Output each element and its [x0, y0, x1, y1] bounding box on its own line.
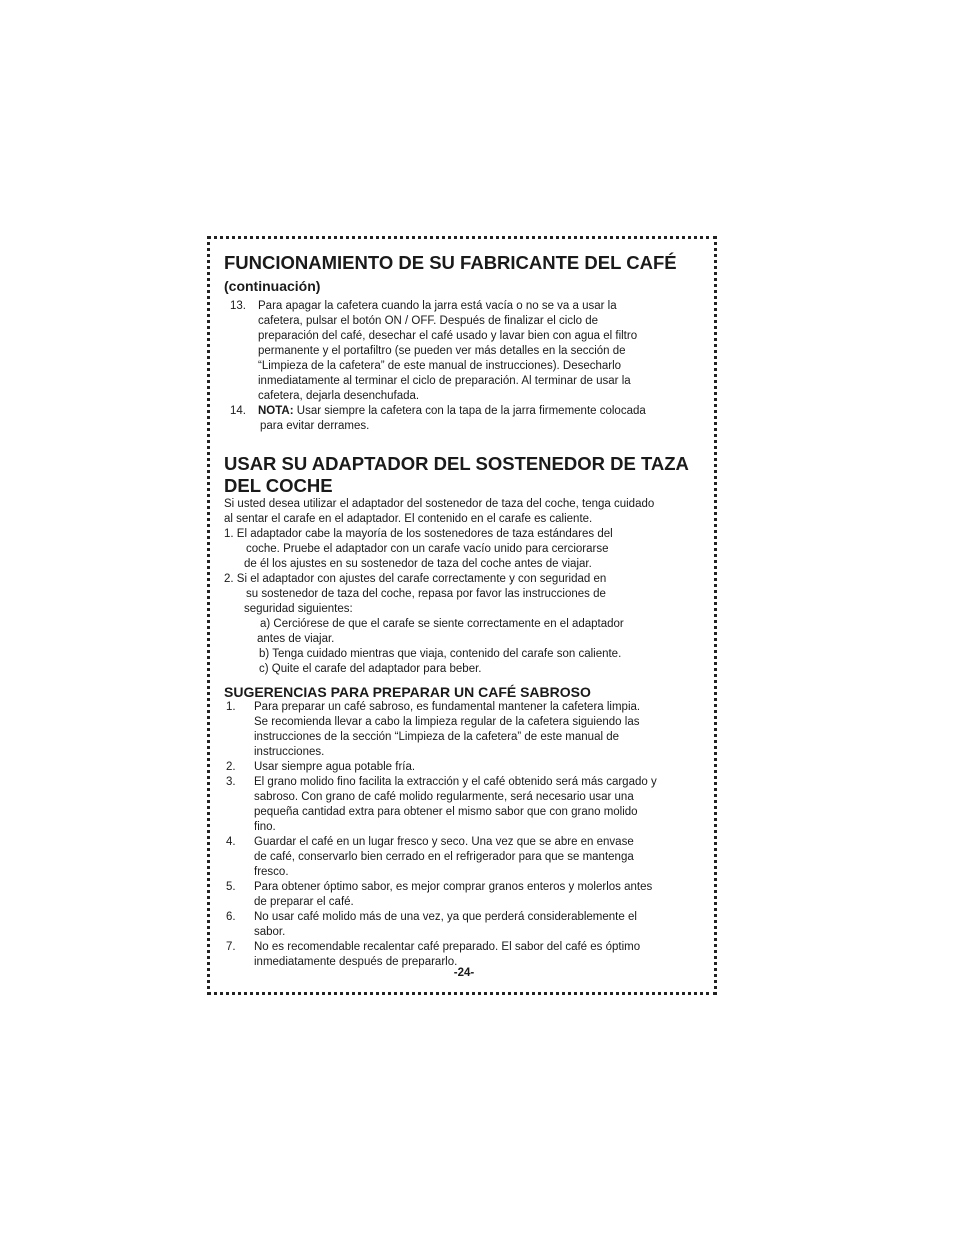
- item-line: cafetera, dejarla desenchufada.: [258, 390, 420, 402]
- note-label: NOTA:: [258, 405, 294, 417]
- item-line: No usar café molido más de una vez, ya que perderá considerablemente el: [254, 911, 637, 923]
- item-line: preparación del café, desechar el café usado y lavar bien con agua el filtro: [258, 330, 638, 342]
- item1-line: coche. Pruebe el adaptador con un carafe vacío unido para cerciorarse: [246, 543, 609, 555]
- item-line: Para obtener óptimo sabor, es mejor comprar granos enteros y molerlos antes: [254, 881, 653, 893]
- item-line: sabor.: [254, 926, 286, 938]
- item-number: 4.: [226, 836, 236, 848]
- item2-line: 2. Si el adaptador con ajustes del carafe correctamente y con seguridad en: [224, 573, 607, 585]
- note-text: Usar siempre la cafetera con la tapa de la jarra firmemente colocada: [293, 405, 646, 417]
- item-line: instrucciones.: [254, 746, 325, 758]
- item-line: inmediatamente al terminar el ciclo de preparación. Al terminar de usar la: [258, 375, 631, 387]
- list-item: [226, 700, 704, 760]
- item-line: [258, 404, 704, 419]
- title-line: DEL COCHE: [224, 475, 333, 496]
- item1-line: 1. El adaptador cabe la mayoría de los sostenedores de taza estándares del: [224, 528, 613, 540]
- intro-line: al sentar el carafe en el adaptador. El contenido en el carafe es caliente.: [224, 513, 593, 525]
- list-item: [226, 775, 704, 835]
- item-line: de preparar el café.: [254, 896, 354, 908]
- intro-line: Si usted desea utilizar el adaptador del sostenedor de taza del coche, tenga cuidado: [224, 498, 655, 510]
- section1-subtitle: (continuación): [224, 278, 321, 294]
- list-item-13: [230, 299, 704, 404]
- list-item-14: [230, 404, 704, 434]
- list-item: [226, 835, 704, 880]
- item-line: fino.: [254, 821, 276, 833]
- item-line: cafetera, pulsar el botón ON / OFF. Después de finalizar el ciclo de: [258, 315, 599, 327]
- section2-title: [224, 453, 704, 497]
- item-number: 6.: [226, 911, 236, 923]
- page-content: [224, 252, 704, 979]
- page-number: -24-: [453, 967, 475, 979]
- item-line: instrucciones de la sección “Limpieza de la cafetera” de este manual de: [254, 731, 620, 743]
- item-line: fresco.: [254, 866, 289, 878]
- item-line: Usar siempre agua potable fría.: [254, 761, 416, 773]
- item2-line: su sostenedor de taza del coche, repasa por favor las instrucciones de: [246, 588, 606, 600]
- item-number: 2.: [226, 761, 236, 773]
- item-line: El grano molido fino facilita la extracción y el café obtenido será más cargado y: [254, 776, 657, 788]
- item-line: para evitar derrames.: [260, 420, 370, 432]
- item-number: 14.: [230, 405, 246, 417]
- item-number: 5.: [226, 881, 236, 893]
- title-line: USAR SU ADAPTADOR DEL SOSTENEDOR DE TAZA: [224, 453, 689, 474]
- item-line: inmediatamente después de prepararlo.: [254, 956, 458, 968]
- section3-list: [224, 700, 704, 970]
- item-line: sabroso. Con grano de café molido regularmente, será necesario usar una: [254, 791, 634, 803]
- item1-line: de él los ajustes en su sostenedor de taza del coche antes de viajar.: [244, 558, 592, 570]
- item-line: de café, conservarlo bien cerrado en el refrigerador para que se mantenga: [254, 851, 634, 863]
- item-line: “Limpieza de la cafetera” de este manual de instrucciones). Desecharlo: [258, 360, 622, 372]
- subitem-line: a) Cerciórese de que el carafe se siente correctamente en el adaptador: [260, 618, 624, 630]
- item-line: Para preparar un café sabroso, es fundamental mantener la cafetera limpia.: [254, 701, 641, 713]
- item-line: Para apagar la cafetera cuando la jarra está vacía o no se va a usar la: [258, 300, 617, 312]
- list-item: [226, 910, 704, 940]
- item-line: pequeña cantidad extra para obtener el mismo sabor que con grano molido: [254, 806, 638, 818]
- subitem-line: b) Tenga cuidado mientras que viaja, contenido del carafe son caliente.: [259, 648, 622, 660]
- item-line: No es recomendable recalentar café preparado. El sabor del café es óptimo: [254, 941, 641, 953]
- item-line: permanente y el portafiltro (se pueden ver más detalles en la sección de: [258, 345, 626, 357]
- list-item: [226, 760, 704, 775]
- item2-line: seguridad siguientes:: [244, 603, 353, 615]
- item-line: Guardar el café en un lugar fresco y seco. Una vez que se abre en envase: [254, 836, 634, 848]
- section1-title: FUNCIONAMIENTO DE SU FABRICANTE DEL CAFÉ: [224, 252, 677, 273]
- section2-body: [224, 497, 704, 677]
- item-number: 13.: [230, 300, 246, 312]
- item-number: 1.: [226, 701, 236, 713]
- list-item: [226, 880, 704, 910]
- subitem-line: antes de viajar.: [257, 633, 335, 645]
- item-number: 7.: [226, 941, 236, 953]
- section1-list: [224, 299, 704, 434]
- item-number: 3.: [226, 776, 236, 788]
- subitem-line: c) Quite el carafe del adaptador para beber.: [259, 663, 482, 675]
- section3-title: SUGERENCIAS PARA PREPARAR UN CAFÉ SABROSO: [224, 684, 591, 700]
- item-line: Se recomienda llevar a cabo la limpieza regular de la cafetera siguiendo las: [254, 716, 640, 728]
